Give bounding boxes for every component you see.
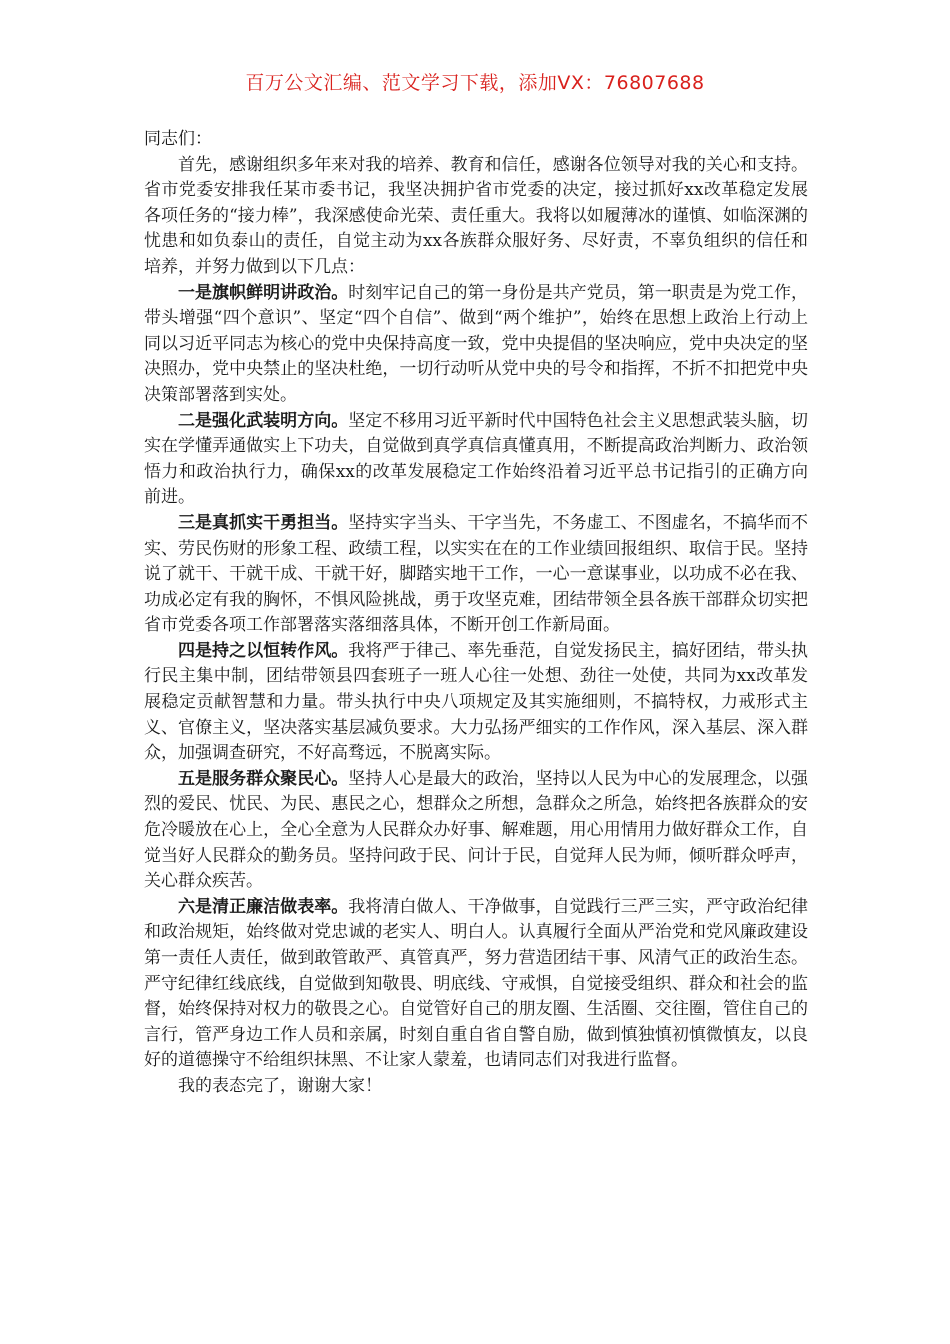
point-text: 时刻牢记自己的第一身份是共产党员，第一职责是为党工作，带头增强“四个意识”、坚定“四个自信”、做到“两个维护”，始终在思想上政治上行动上同以习近平同志为核心的党中央保持高度一致，党中央提倡的坚决响应，党中央决定的坚决照办，党中央禁止的坚决杜绝，一切行动听从党中央的号令和指挥，不折不扣把党中央决策部署落到实处。: [144, 282, 809, 405]
point-paragraph-4: [144, 639, 808, 767]
point-heading: 一是旗帜鲜明讲政治。: [178, 282, 349, 303]
point-text: 坚定不移用习近平新时代中国特色社会主义思想武装头脑，切实在学懂弄通做实上下功夫，自觉做到真学真信真懂真用，不断提高政治判断力、政治领悟力和政治执行力，确保xx的改革发展稳定工作始终沿着习近平总书记指引的正确方向前进。: [144, 410, 809, 508]
point-text: 我将清白做人、干净做事，自觉践行三严三实，严守政治纪律和政治规矩，始终做对党忠诚的老实人、明白人。认真履行全面从严治党和党风廉政建设第一责任人责任，做到敢管敢严、真管真严，努力营造团结干事、风清气正的政治生态。严守纪律红线底线，自觉做到知敬畏、明底线、守戒惧，自觉接受组织、群众和社会的监督，始终保持对权力的敬畏之心。自觉管好自己的朋友圈、生活圈、交往圈，管住自己的言行，管严身边工作人员和亲属，时刻自重自省自警自励，做到慎独慎初慎微慎友，以良好的道德操守不给组织抹黑、不让家人蒙羞，也请同志们对我进行监督。: [144, 896, 809, 1071]
point-paragraph-5: [144, 767, 808, 895]
point-text: 坚持人心是最大的政治，坚持以人民为中心的发展理念，以强烈的爱民、忧民、为民、惠民之心，想群众之所想，急群众之所急，始终把各族群众的安危冷暖放在心上，全心全意为人民群众办好事、解难题，用心用情用力做好群众工作，自觉当好人民群众的勤务员。坚持问政于民、问计于民，自觉拜人民为师，倾听群众呼声，关心群众疾苦。: [144, 768, 809, 892]
header-banner: 百万公文汇编、范文学习下载，添加VX：76807688: [245, 72, 705, 94]
point-heading: 六是清正廉洁做表率。: [178, 896, 349, 917]
closing-paragraph: 我的表态完了，谢谢大家！: [178, 1075, 382, 1096]
point-paragraph-3: [144, 511, 808, 639]
point-heading: 三是真抓实干勇担当。: [178, 512, 349, 533]
point-text: 坚持实字当头、干字当先，不务虚工、不图虚名，不搞华而不实、劳民伤财的形象工程、政绩工程，以实实在在的工作业绩回报组织、取信于民。坚持说了就干、干就干成、干就干好，脚踏实地干工作，一心一意谋事业，以功成不必在我、功成必定有我的胸怀，不惧风险挑战，勇于攻坚克难，团结带领全县各族干部群众切实把省市党委各项工作部署落实落细落具体，不断开创工作新局面。: [144, 512, 809, 636]
point-paragraph-6: [144, 895, 808, 1074]
point-heading: 五是服务群众聚民心。: [178, 768, 349, 789]
salutation: 同志们：: [144, 129, 212, 149]
point-heading: 四是持之以恒转作风。: [178, 640, 349, 661]
document-body: [144, 127, 808, 1100]
point-paragraph-1: [144, 281, 808, 409]
point-paragraph-2: [144, 409, 808, 511]
intro-paragraph: 首先，感谢组织多年来对我的培养、教育和信任，感谢各位领导对我的关心和支持。省市党委安排我任某市委书记，我坚决拥护省市党委的决定，接过抓好xx改革稳定发展各项任务的“接力棒”，我深感使命光荣、责任重大。我将以如履薄冰的谨慎、如临深渊的忧患和如负泰山的责任，自觉主动为xx各族群众服好务、尽好责，不辜负组织的信任和培养，并努力做到以下几点：: [144, 154, 808, 277]
point-heading: 二是强化武装明方向。: [178, 410, 349, 431]
point-text: 我将严于律己、率先垂范，自觉发扬民主，搞好团结，带头执行民主集中制，团结带领县四套班子一班人心往一处想、劲往一处使，共同为xx改革发展稳定贡献智慧和力量。带头执行中央八项规定及其实施细则，不搞特权，力戒形式主义、官僚主义，坚决落实基层减负要求。大力弘扬严细实的工作作风，深入基层、深入群众，加强调查研究，不好高骛远，不脱离实际。: [144, 640, 809, 764]
